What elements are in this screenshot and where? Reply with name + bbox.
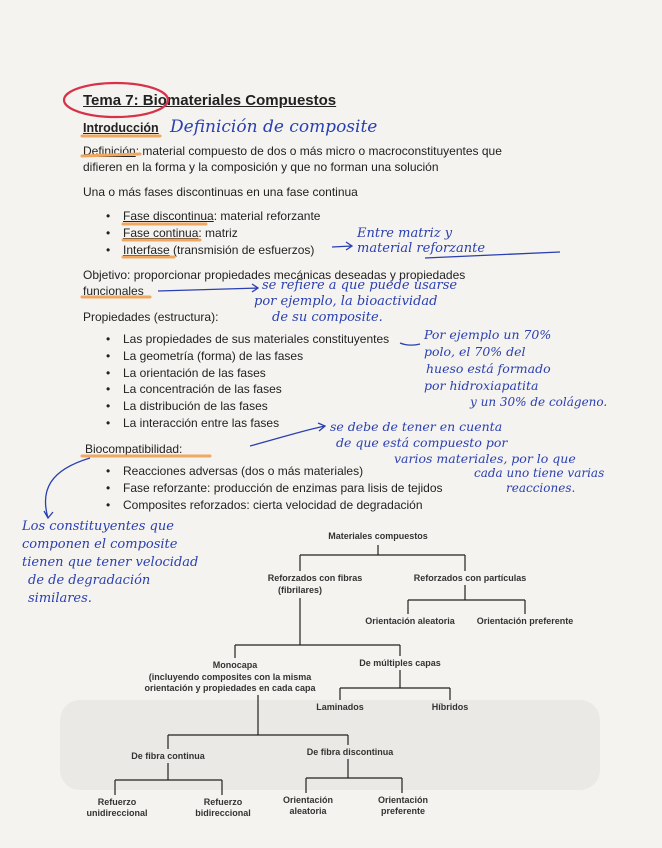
handwritten-note-props-1: Por ejemplo un 70% [424,327,552,342]
objective-line-1: Objetivo: proporcionar propiedades mecánicas deseadas y propiedades [83,268,466,282]
phase-desc: : material reforzante [213,209,321,223]
title-circle [64,83,168,117]
handwritten-note-bio-2: de que está compuesto por [336,435,508,450]
arrow-interfase [332,242,352,250]
diagram-node-root: Materiales compuestos [328,531,428,541]
diagram-node-preferred: Orientación preferente [476,616,574,626]
phase-term: Fase continua [123,225,199,240]
properties-heading: Propiedades (estructura): [83,310,219,324]
diagram-node-laminates: Laminados [316,702,364,712]
diagram-node-random: Orientación aleatoria [365,616,455,626]
arrow-props [400,343,420,345]
objective-line-2: funcionales [83,284,144,298]
phase-term: Interfase [123,242,170,257]
diagram-connectors [115,545,525,795]
property-item: • Las propiedades de sus materiales constituyentes [106,331,389,348]
property-item: • La concentración de las fases [106,381,389,398]
page-title: Tema 7: Biomateriales Compuestos [83,92,337,109]
handwritten-note-bio-5: reacciones. [506,481,576,495]
definition-text-1: : material compuesto de dos o más micro o macroconstituyentes que [135,144,502,158]
diagram-node-preferente-1: Orientación [377,795,428,805]
handwritten-note-bio-1: se debe de tener en cuenta [330,419,503,434]
diagram-node-fibers: Reforzados con fibras [267,573,363,583]
handwritten-note-interfase-2: material reforzante [357,241,486,256]
handwritten-note-left-1: Los constituyentes que [22,519,174,534]
handwritten-note-props-4: por hidroxiapatita [424,378,539,393]
handwritten-note-objective-3: de su composite. [272,310,383,325]
biocompat-item: • Fase reforzante: producción de enzimas para lisis de tejidos [106,480,443,497]
diagram-node-unidirectional-2: unidireccional [86,808,148,818]
handwritten-arrows [44,242,560,518]
diagram-node-hybrids: Híbridos [431,702,469,712]
intro-heading: Introducción [83,121,159,135]
arrow-objective [158,284,258,292]
property-item: • La geometría (forma) de las fases [106,348,389,365]
diagram-node-continuous: De fibra continua [131,751,205,761]
handwritten-note-props-5: y un 30% de colágeno. [470,395,608,409]
handwritten-note-objective-1: se refiere a que puede usarse [262,278,458,293]
arrow-biocompat [250,423,325,446]
handwritten-note-objective-2: por ejemplo, la bioactividad [254,294,438,309]
diagram-node-particles: Reforzados con partículas [413,573,527,583]
property-item: • La distribución de las fases [106,398,389,415]
handwritten-note-props-3: hueso está formado [426,361,551,376]
diagram-node-preferente-2: preferente [380,806,425,816]
diagram-node-multilayer: De múltiples capas [359,658,441,668]
diagram-node-monolayer-sub-1: (incluyendo composites con la misma [148,672,312,682]
handwritten-note-left-4: de de degradación [28,573,151,588]
biocompat-item: • Composites reforzados: cierta velocidad de degradación [106,497,443,514]
diagram-node-bidirectional-1: Refuerzo [203,797,243,807]
diagram-node-monolayer: Monocapa [212,660,258,670]
diagram-node-discontinuous: De fibra discontinua [306,747,394,757]
handwritten-note-left-2: componen el composite [22,537,178,552]
note-underline [425,252,560,258]
definition-label: Definición [83,144,136,158]
arrow-left-note [44,458,90,518]
diagram-node-monolayer-sub-2: orientación y propiedades en cada capa [144,683,316,693]
phases-intro: Una o más fases discontinuas en una fase continua [83,185,358,199]
phase-desc: (transmisión de esfuerzos) [169,242,315,257]
handwritten-note-bio-4: cada uno tiene varias [474,466,605,480]
phase-term: Fase discontinua [123,209,214,223]
phase-desc: : matriz [198,225,238,240]
handwritten-note-left-3: tienen que tener velocidad [22,555,199,570]
handwritten-note-left-5: similares. [28,591,92,606]
handwritten-note-intro: Definición de composite [170,117,378,137]
biocompat-heading: Biocompatibilidad: [85,442,183,456]
diagram-node-aleatoria-2: aleatoria [289,806,327,816]
diagram-node-unidirectional-1: Refuerzo [97,797,137,807]
handwritten-note-bio-3: varios materiales, por lo que [394,451,576,466]
property-item: • La orientación de las fases [106,365,389,382]
diagram-node-aleatoria-1: Orientación [282,795,333,805]
orange-highlights [82,136,210,456]
definition-line-2: difieren en la forma y la composición y que no forman una solución [83,160,439,174]
diagram-node-fibers-sub: (fibrilares) [277,585,322,595]
biocompat-item: • Reacciones adversas (dos o más materiales) [106,463,443,480]
diagram-node-bidirectional-2: bidireccional [195,808,251,818]
handwritten-note-interfase-1: Entre matriz y [357,226,453,241]
highlight-definition [82,154,140,156]
property-item: • La interacción entre las fases [106,415,389,432]
handwritten-note-props-2: polo, el 70% del [424,344,526,359]
